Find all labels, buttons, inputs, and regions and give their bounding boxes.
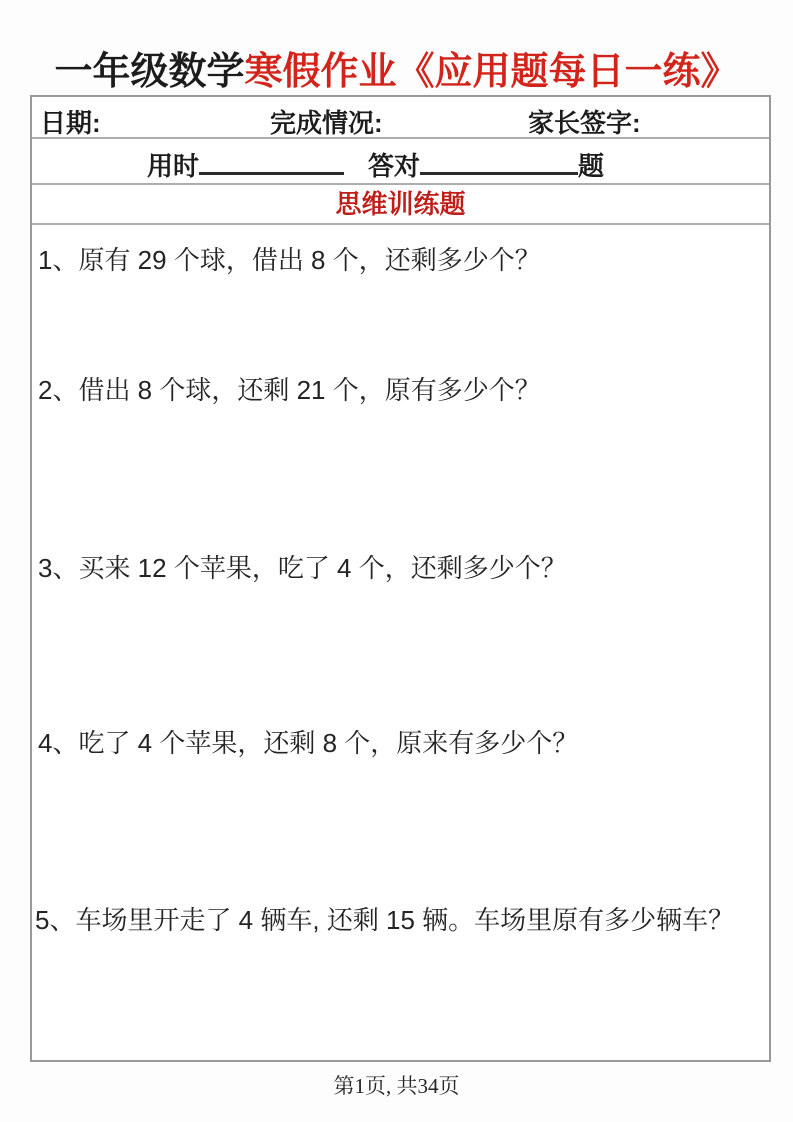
question-1: 1、原有 29 个球，借出 8 个，还剩多少个？ <box>38 245 541 275</box>
answered-correct-label: 答对 <box>368 151 421 181</box>
timing-row <box>32 139 769 185</box>
questions-unit-label: 题 <box>578 151 605 181</box>
question-5: 5、车场里开走了 4 辆车, 还剩 15 辆。车场里原有多少辆车？ <box>35 905 735 935</box>
info-row <box>32 97 769 139</box>
correct-count-blank-line <box>420 148 578 175</box>
section-header: 思维训练题 <box>32 185 769 225</box>
question-3: 3、买来 12 个苹果，吃了 4 个，还剩多少个？ <box>38 553 567 583</box>
question-2: 2、借出 8 个球，还剩 21 个，原有多少个？ <box>38 375 541 405</box>
date-label: 日期: <box>40 108 101 138</box>
title-grade-subject: 一年级数学 <box>54 51 245 93</box>
title-workbook-name: 寒假作业《应用题每日一练》 <box>244 51 739 93</box>
parent-signature-label: 家长签字: <box>528 108 641 138</box>
questions-area <box>32 225 769 1058</box>
completion-status-label: 完成情况: <box>270 108 383 138</box>
page-footer: 第1页, 共34页 <box>333 1074 460 1098</box>
page-title <box>0 40 793 95</box>
question-4: 4、吃了 4 个苹果，还剩 8 个，原来有多少个？ <box>38 728 579 758</box>
time-used-label: 用时 <box>147 151 200 181</box>
time-used-blank-line <box>199 148 344 175</box>
worksheet-table <box>30 95 771 1062</box>
